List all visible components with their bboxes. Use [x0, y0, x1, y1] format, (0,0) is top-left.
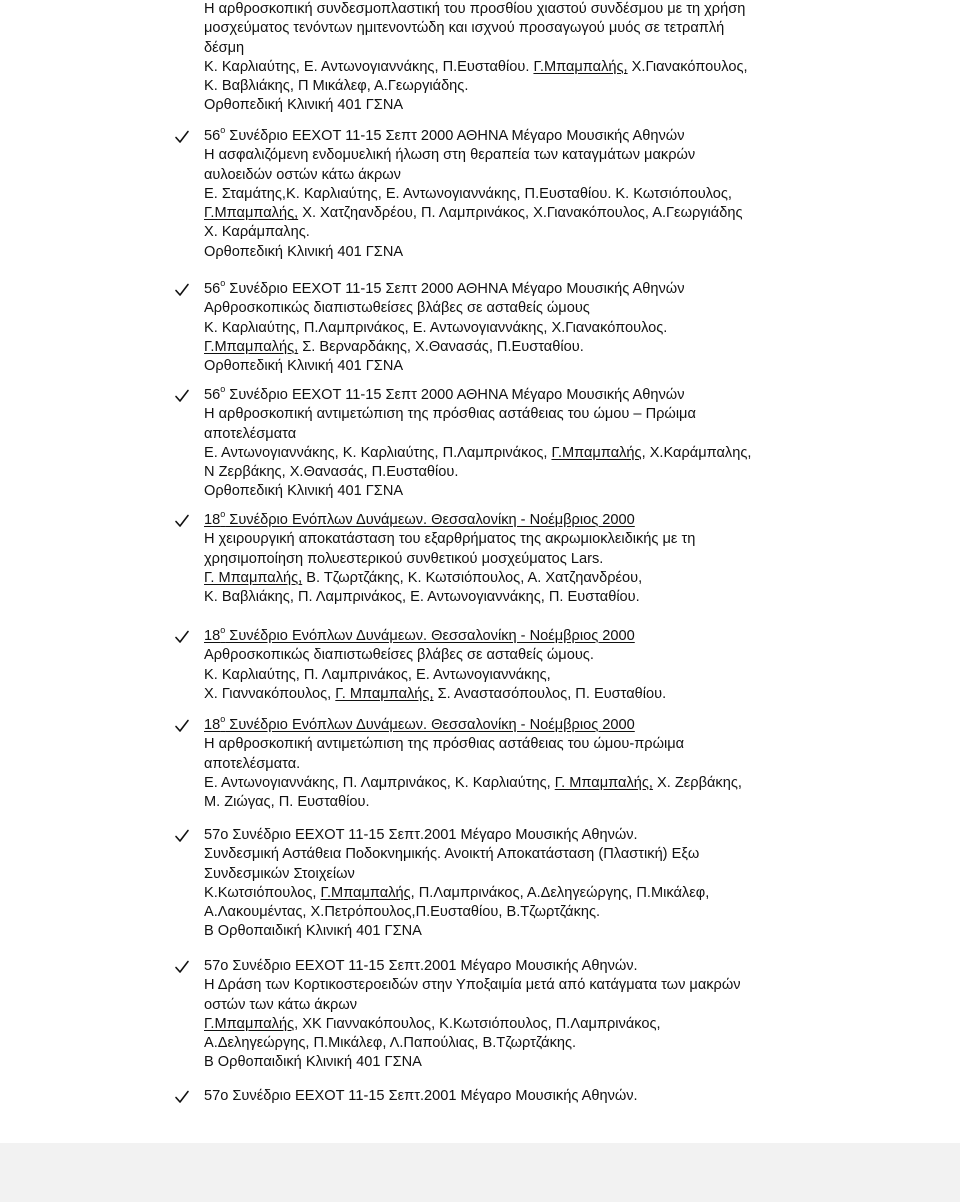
- conference-line: 57ο Συνέδριο ΕΕΧΟΤ 11-15 Σεπτ.2001 Μέγαρο Μουσικής Αθηνών.: [204, 1088, 638, 1104]
- publication-entry: [174, 511, 914, 607]
- checkmark-icon: [174, 828, 190, 844]
- authors-line: Κ. Βαβλιάκης, Π Μικάλεφ, Α.Γεωργιάδης.: [204, 78, 469, 95]
- presentation-title: Η αρθροσκοπική αντιμετώπιση της πρόσθιας αστάθειας του ώμου – Πρώιμα: [204, 406, 696, 423]
- conference-line: $18^o$ Συνέδριο Ενόπλων Δυνάμεων. Θεσσαλονίκη - Νοέμβριος 2000: [204, 509, 635, 528]
- highlighted-author: Γ. Μπαμπαλής,: [335, 685, 434, 702]
- entry-body: [204, 627, 914, 704]
- highlighted-author: Γ.Μπαμπαλής,: [204, 338, 299, 355]
- ordinal-superscript: ο: [220, 278, 226, 288]
- ordinal-superscript: ο: [220, 125, 226, 135]
- entry-body: [204, 386, 914, 502]
- authors-line: Κ. Καρλιαύτης, Ε. Αντωνογιαννάκης, Π.Ευσταθίου. Γ.Μπαμπαλής, Χ.Γιανακόπουλος,: [204, 58, 748, 75]
- affiliation: Ορθοπεδική Κλινική 401 ΓΣΝΑ: [204, 243, 404, 260]
- presentation-title: Η αρθροσκοπική αντιμετώπιση της πρόσθιας αστάθειας του ώμου-πρώιμα: [204, 736, 685, 753]
- conference-line: 57ο Συνέδριο ΕΕΧΟΤ 11-15 Σεπτ.2001 Μέγαρο Μουσικής Αθηνών.: [204, 827, 638, 843]
- highlighted-author: Γ.Μπαμπαλής,: [204, 205, 299, 222]
- presentation-title: Αρθροσκοπικώς διαπιστωθείσες βλάβες σε ασταθείς ώμους: [204, 300, 590, 317]
- affiliation: Ορθοπεδική Κλινική 401 ΓΣΝΑ: [204, 97, 404, 114]
- conference-line: 57ο Συνέδριο ΕΕΧΟΤ 11-15 Σεπτ.2001 Μέγαρο Μουσικής Αθηνών.: [204, 958, 638, 974]
- ordinal-superscript: ο: [220, 509, 226, 519]
- authors-line: Γ.Μπαμπαλής, Σ. Βερναρδάκης, Χ.Θανασάς, Π.Ευσταθίου.: [204, 338, 584, 355]
- presentation-title: αποτελέσματα: [204, 425, 297, 442]
- checkmark-icon: [174, 959, 190, 975]
- checkmark-icon: [174, 388, 190, 404]
- presentation-title: Συνδεσμική Αστάθεια Ποδοκνημικής. Ανοικτή Αποκατάσταση (Πλαστική) Εξω: [204, 846, 700, 863]
- highlighted-author: Γ.Μπαμπαλής: [320, 884, 411, 901]
- title-line: Η αρθροσκοπική συνδεσμοπλαστική του προσθίου χιαστού συνδέσμου με τη χρήση: [204, 1, 746, 17]
- affiliation: Β Ορθοπαιδική Κλινική 401 ΓΣΝΑ: [204, 1054, 422, 1071]
- authors-line: Χ. Γιαννακόπουλος, Γ. Μπαμπαλής, Σ. Αναστασόπουλος, Π. Ευσταθίου.: [204, 685, 667, 702]
- publication-entry: [174, 1087, 914, 1106]
- title-line: δέσμη: [204, 39, 245, 56]
- publication-entry: [174, 957, 914, 1073]
- authors-line: Γ.Μπαμπαλής, Χ. Χατζηανδρέου, Π. Λαμπρινάκος, Χ.Γιανακόπουλος, Α.Γεωργιάδης: [204, 205, 743, 222]
- authors-line: Ε. Αντωνογιαννάκης, Π. Λαμπρινάκος, Κ. Καρλιαύτης, Γ. Μπαμπαλής, Χ. Ζερβάκης,: [204, 774, 742, 791]
- authors-line: Ε. Σταμάτης,Κ. Καρλιαύτης, Ε. Αντωνογιαννάκης, Π.Ευσταθίου. Κ. Κωτσιόπουλος,: [204, 185, 732, 202]
- footer-band: [0, 1143, 960, 1202]
- ordinal-superscript: ο: [220, 625, 226, 635]
- presentation-title: χρησιμοποίηση πολυεστερικού συνθετικού μοσχεύματος Lars.: [204, 550, 604, 567]
- affiliation: Ορθοπεδική Κλινική 401 ΓΣΝΑ: [204, 358, 404, 375]
- presentation-title: Αρθροσκοπικώς διαπιστωθείσες βλάβες σε ασταθείς ώμους.: [204, 647, 594, 664]
- checkmark-icon: [174, 282, 190, 298]
- authors-line: Κ. Βαβλιάκης, Π. Λαμπρινάκος, Ε. Αντωνογιαννάκης, Π. Ευσταθίου.: [204, 589, 640, 606]
- checkmark-icon: [174, 1089, 190, 1105]
- presentation-title: Συνδεσμικών Στοιχείων: [204, 865, 355, 882]
- authors-line: Κ. Καρλιαύτης, Π.Λαμπρινάκος, Ε. Αντωνογιαννάκης, Χ.Γιανακόπουλος.: [204, 319, 668, 336]
- authors-line: Γ. Μπαμπαλής, Β. Τζωρτζάκης, Κ. Κωτσιόπουλος, Α. Χατζηανδρέου,: [204, 569, 643, 586]
- highlighted-author: Γ.Μπαμπαλής,: [533, 58, 628, 75]
- conference-line: $56^o$ Συνέδριο ΕΕΧΟΤ 11-15 Σεπτ 2000 ΑΘΗΝΑ Μέγαρο Μουσικής Αθηνών: [204, 278, 685, 297]
- highlighted-author: Γ.Μπαμπαλής: [551, 444, 642, 461]
- presentation-title: Η ασφαλιζόμενη ενδομυελική ήλωση στη θεραπεία των καταγμάτων μακρών: [204, 147, 696, 164]
- highlighted-author: Γ. Μπαμπαλής,: [554, 774, 653, 791]
- authors-line: Ε. Αντωνογιαννάκης, Κ. Καρλιαύτης, Π.Λαμπρινάκος, Γ.Μπαμπαλής, Χ.Καράμπαλης,: [204, 444, 752, 461]
- authors-line: Γ.Μπαμπαλής, ΧΚ Γιαννακόπουλος, Κ.Κωτσιόπουλος, Π.Λαμπρινάκος,: [204, 1015, 661, 1032]
- entry-body: [204, 957, 914, 1073]
- presentation-title: Η χειρουργική αποκατάσταση του εξαρθρήματος της ακρωμιοκλειδικής με τη: [204, 531, 696, 548]
- ordinal-superscript: ο: [220, 384, 226, 394]
- authors-line: Ν Ζερβάκης, Χ.Θανασάς, Π.Ευσταθίου.: [204, 464, 459, 481]
- ordinal-superscript: ο: [220, 714, 226, 724]
- entry-body: [204, 280, 914, 376]
- entry-body: [204, 716, 914, 812]
- publication-entry: [174, 280, 914, 376]
- title-line: μοσχεύματος τενόντων ημιτενοντώδη και ισχνού προσαγωγού μυός σε τετραπλή: [204, 20, 725, 37]
- checkmark-icon: [174, 629, 190, 645]
- entry-body: [204, 1087, 914, 1106]
- conference-line: $56^o$ Συνέδριο ΕΕΧΟΤ 11-15 Σεπτ 2000 ΑΘΗΝΑ Μέγαρο Μουσικής Αθηνών: [204, 384, 685, 403]
- checkmark-icon: [174, 129, 190, 145]
- authors-line: Κ. Καρλιαύτης, Π. Λαμπρινάκος, Ε. Αντωνογιαννάκης,: [204, 666, 551, 683]
- presentation-title: αυλοειδών οστών κάτω άκρων: [204, 166, 401, 183]
- authors-line: Μ. Ζιώγας, Π. Ευσταθίου.: [204, 794, 370, 811]
- affiliation: Ορθοπεδική Κλινική 401 ΓΣΝΑ: [204, 483, 404, 500]
- presentation-title: Η Δράση των Κορτικοστεροειδών στην Υποξαιμία μετά από κατάγματα των μακρών: [204, 977, 741, 994]
- publication-entry: [174, 386, 914, 502]
- authors-line: Α.Λακουμέντας, Χ.Πετρόπουλος,Π.Ευσταθίου, Β.Τζωρτζάκης.: [204, 904, 601, 921]
- entry-body: [204, 826, 914, 942]
- conference-line: $18^o$ Συνέδριο Ενόπλων Δυνάμεων. Θεσσαλονίκη - Νοέμβριος 2000: [204, 625, 635, 644]
- authors-line: Χ. Καράμπαλης.: [204, 224, 310, 241]
- top-entry: [204, 0, 934, 116]
- entry-body: [204, 511, 914, 607]
- entry-body: [204, 127, 914, 262]
- presentation-title: οστών των κάτω άκρων: [204, 996, 358, 1013]
- authors-line: Α.Δεληγεώργης, Π.Μικάλεφ, Λ.Παπούλιας, Β.Τζωρτζάκης.: [204, 1035, 577, 1052]
- publication-entry: [174, 627, 914, 704]
- conference-line: $18^o$ Συνέδριο Ενόπλων Δυνάμεων. Θεσσαλονίκη - Νοέμβριος 2000: [204, 714, 635, 733]
- affiliation: Β Ορθοπαιδική Κλινική 401 ΓΣΝΑ: [204, 923, 422, 940]
- checkmark-icon: [174, 718, 190, 734]
- highlighted-author: Γ. Μπαμπαλής,: [204, 569, 303, 586]
- conference-line: $56^o$ Συνέδριο ΕΕΧΟΤ 11-15 Σεπτ 2000 ΑΘΗΝΑ Μέγαρο Μουσικής Αθηνών: [204, 125, 685, 144]
- presentation-title: αποτελέσματα.: [204, 755, 301, 772]
- publication-entry: [174, 826, 914, 942]
- publication-entry: [174, 127, 914, 262]
- authors-line: Κ.Κωτσιόπουλος, Γ.Μπαμπαλής, Π.Λαμπρινάκος, Α.Δεληγεώργης, Π.Μικάλεφ,: [204, 884, 710, 901]
- publication-entry: [174, 716, 914, 812]
- highlighted-author: Γ.Μπαμπαλής: [204, 1015, 295, 1032]
- checkmark-icon: [174, 513, 190, 529]
